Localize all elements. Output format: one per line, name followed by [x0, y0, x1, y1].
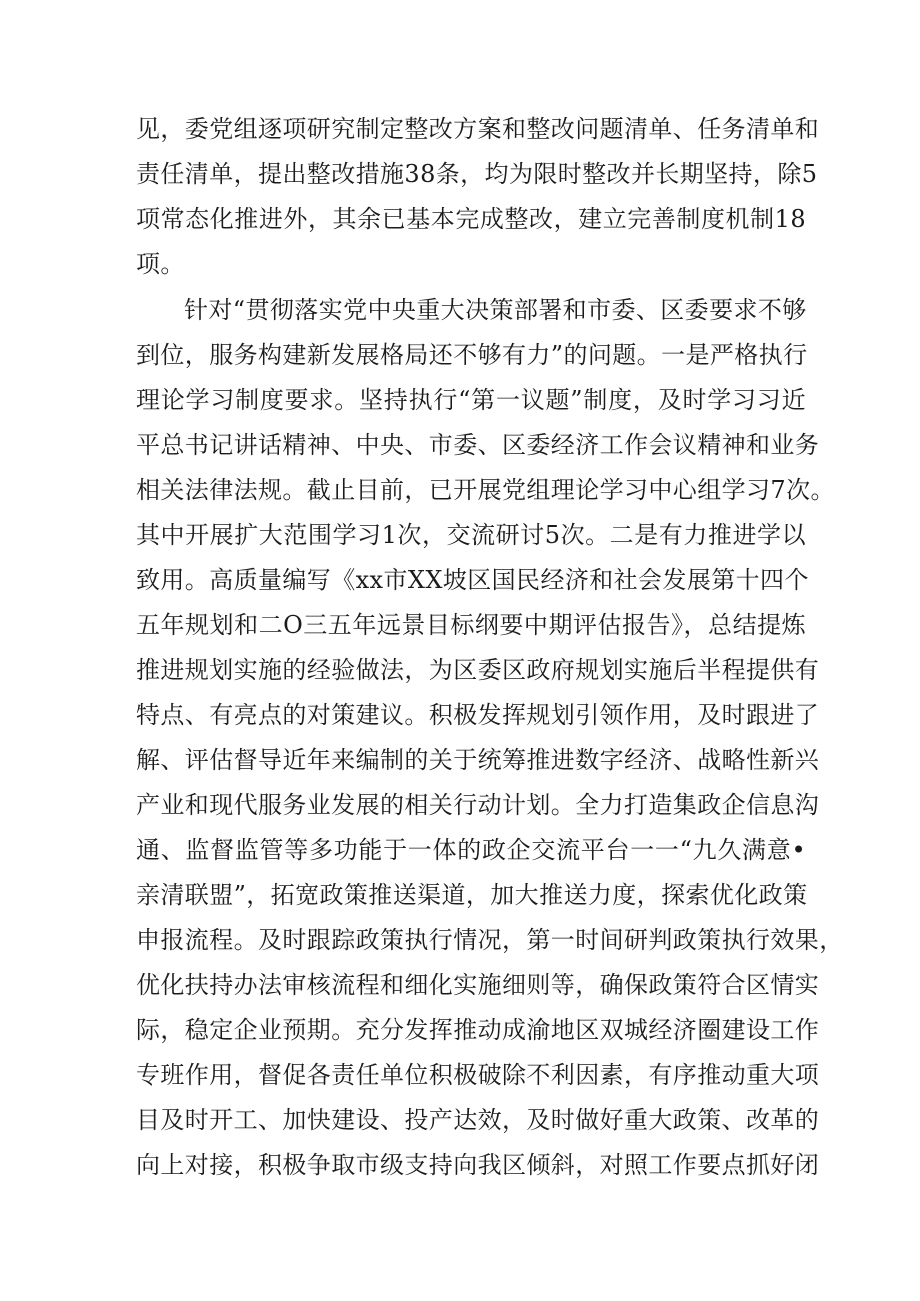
text-line: 目及时开工、加快建设、投产达效，及时做好重大政策、改革的: [136, 1106, 820, 1134]
text-line: 见，委党组逐项研究制定整改方案和整改问题清单、任务清单和: [136, 115, 820, 143]
text-line: 项常态化推进外，其余已基本完成整改，建立完善制度机制18: [136, 205, 806, 233]
text-line: 产业和现代服务业发展的相关行动计划。全力打造集政企信息沟: [136, 791, 820, 819]
text-line: 致用。高质量编写《xx市XX坡区国民经济和社会发展第十四个: [136, 566, 809, 594]
text-line: 推进规划实施的经验做法，为区委区政府规划实施后半程提供有: [136, 656, 820, 684]
text-line: 专班作用，督促各责任单位积极破除不利因素，有序推动重大项: [136, 1061, 820, 1089]
text-line: 其中开展扩大范围学习1次，交流研讨5次。二是有力推进学以: [136, 521, 806, 549]
text-line: 解、评估督导近年来编制的关于统筹推进数字经济、战略性新兴: [136, 746, 820, 774]
text-line: 际，稳定企业预期。充分发挥推动成渝地区双城经济圈建设工作: [136, 1016, 820, 1044]
text-line: 相关法律法规。截止目前，已开展党组理论学习中心组学习7次。: [136, 476, 835, 504]
paragraph-first-line: 针对“贯彻落实党中央重大决策部署和市委、区委要求不够: [184, 296, 807, 324]
text-line: 到位，服务构建新发展格局还不够有力”的问题。一是严格执行: [136, 341, 808, 369]
text-line: 特点、有亮点的对策建议。积极发挥规划引领作用，及时跟进了: [136, 701, 820, 729]
text-line: 通、监督监管等多功能于一体的政企交流平台一一“九久满意•: [136, 836, 806, 864]
text-line: 向上对接，积极争取市级支持向我区倾斜，对照工作要点抓好闭: [136, 1151, 820, 1179]
text-line: 理论学习制度要求。坚持执行“第一议题”制度，及时学习习近: [136, 386, 806, 414]
text-line: 五年规划和二O三五年远景目标纲要中期评估报告》，总结提炼: [136, 611, 806, 639]
text-line: 责任清单，提出整改措施38条，均为限时整改并长期坚持，除5: [136, 160, 818, 188]
text-line: 项。: [136, 250, 185, 278]
text-line: 平总书记讲话精神、中央、市委、区委经济工作会议精神和业务: [136, 431, 820, 459]
text-line: 优化扶持办法审核流程和细化实施细则等，确保政策符合区情实: [136, 971, 820, 999]
text-line: 申报流程。及时跟踪政策执行情况，第一时间研判政策执行效果，: [136, 926, 844, 954]
text-line: 亲清联盟”，拓宽政策推送渠道，加大推送力度，探索优化政策: [136, 881, 808, 909]
